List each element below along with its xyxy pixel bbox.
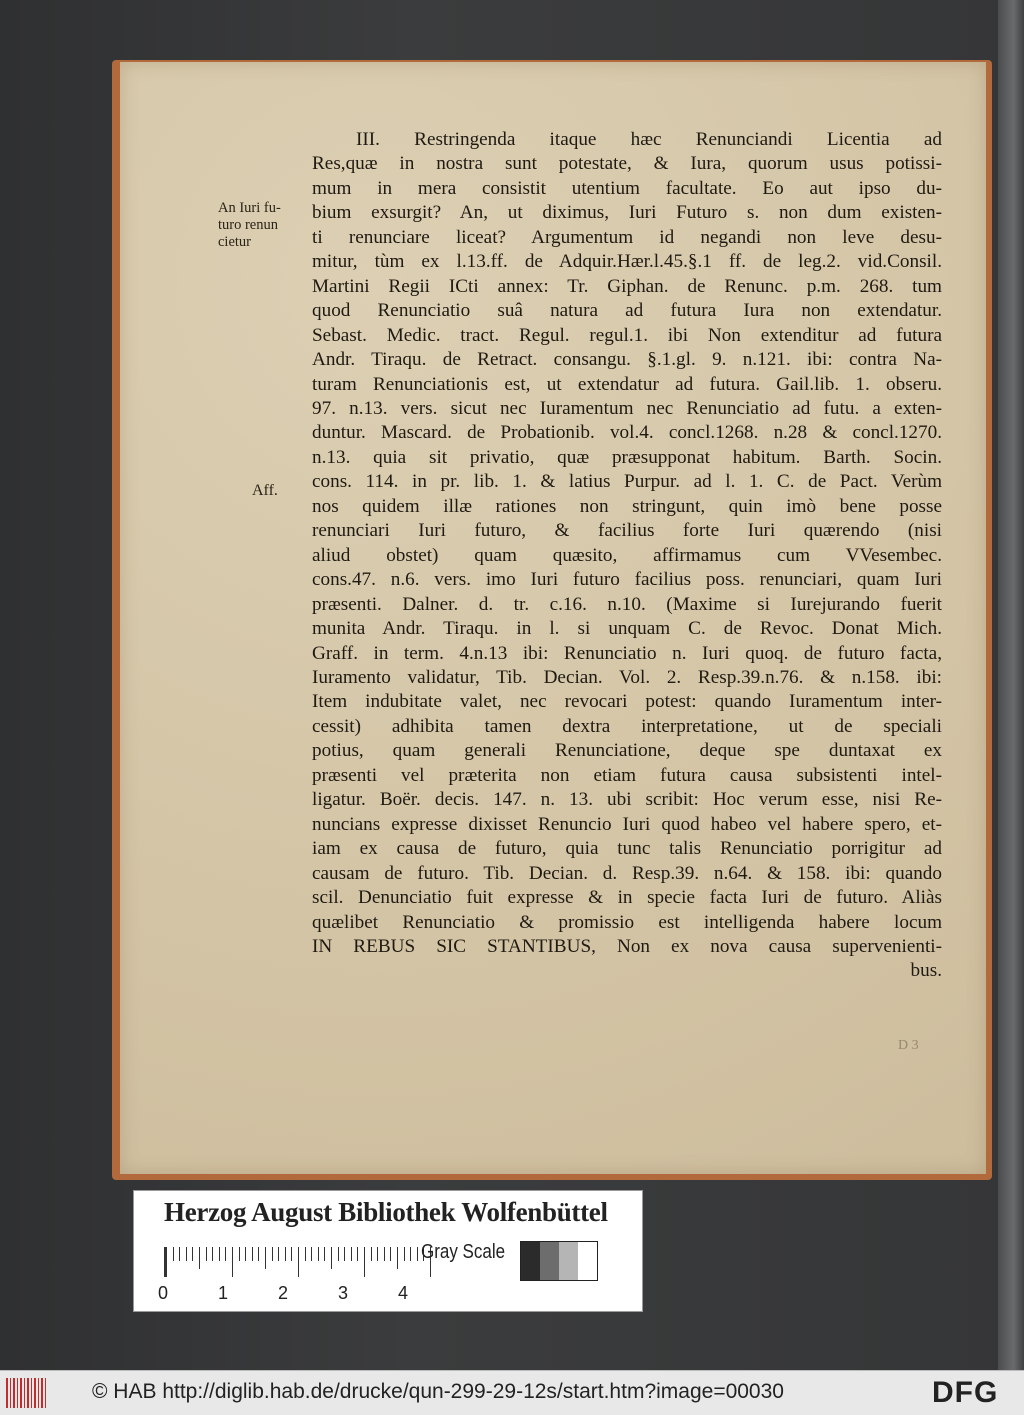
ruler-tick xyxy=(265,1247,266,1269)
ruler-tick xyxy=(324,1247,325,1261)
ruler-tick xyxy=(232,1247,233,1277)
ruler-number: 4 xyxy=(398,1283,409,1303)
text-line: n.13. quia sit privatio, quæ præsupponat habitum. Barth. Socin. xyxy=(312,446,942,468)
ruler-tick xyxy=(278,1247,279,1261)
ruler-tick xyxy=(344,1247,345,1261)
text-line: IN REBUS SIC STANTIBUS, Non ex nova causa supervenienti- xyxy=(312,935,942,957)
margin-note-line: cietur xyxy=(218,234,252,250)
text-line: bium exsurgit? An, ut diximus, Iuri Futuro s. non dum existen- xyxy=(312,202,942,224)
ruler-tick xyxy=(371,1247,372,1261)
ruler-tick xyxy=(206,1247,207,1261)
ruler-tick xyxy=(338,1247,339,1261)
text-line: potius, quam generali Renunciatione, deque spe duntaxat ex xyxy=(312,740,942,762)
text-line: cons.47. n.6. vers. imo Iuri futuro facilius poss. renunciari, quam Iuri xyxy=(312,569,942,591)
ruler-tick xyxy=(272,1247,273,1261)
margin-note-line: An Iuri fu- xyxy=(218,200,281,216)
text-line: Item indubitate valet, nec revocari potest: quando Iuramentum inter- xyxy=(312,691,942,713)
page-fold-edge xyxy=(998,0,1024,1370)
dfg-logo: DFG xyxy=(932,1376,999,1409)
ruler-tick xyxy=(225,1247,226,1261)
ruler-tick xyxy=(410,1247,411,1261)
text-line: mitur, tùm ex l.13.ff. de Adquir.Hær.l.45.§.1 ff. de leg.2. vid.Consil. xyxy=(312,251,942,273)
ruler-tick xyxy=(285,1247,286,1261)
text-line: scil. Denunciatio fuit expresse & in specie facta Iuri de futuro. Aliàs xyxy=(312,887,942,909)
text-line: bus. xyxy=(910,960,942,982)
ruler-tick xyxy=(331,1247,332,1269)
text-line: Sebast. Medic. tract. Regul. regul.1. ibi Non extenditur ad futura xyxy=(312,324,942,346)
text-line: ligatur. Boër. decis. 147. n. 13. ubi scribit: Hoc verum esse, nisi Re- xyxy=(312,789,942,811)
text-line: nuncians expresse dixisset Renuncio Iuri quod habeo vel habere spero, et- xyxy=(312,813,942,835)
ruler-tick xyxy=(311,1247,312,1261)
ruler-tick xyxy=(239,1247,240,1261)
text-line: cessit) adhibita tamen dextra interpretatione, ut de speciali xyxy=(312,715,942,737)
grayscale-swatch xyxy=(559,1242,578,1280)
ruler-tick xyxy=(199,1247,200,1269)
text-line: duntur. Mascard. de Probationib. vol.4. concl.1268. n.28 & concl.1270. xyxy=(312,422,942,444)
ruler-tick xyxy=(318,1247,319,1261)
margin-note xyxy=(218,200,308,251)
text-line: renunciari Iuri futuro, & facilius forte Iuri quærendo (nisi xyxy=(312,520,942,542)
ruler-tick xyxy=(390,1247,391,1261)
ruler-tick xyxy=(305,1247,306,1261)
grayscale-bar xyxy=(520,1241,598,1281)
ruler-tick xyxy=(417,1247,418,1261)
text-line: III. Restringenda itaque hæc Renunciandi Licentia ad xyxy=(356,129,942,150)
ruler-tick xyxy=(219,1247,220,1261)
ruler-number: 2 xyxy=(278,1283,289,1303)
ruler-tick xyxy=(252,1247,253,1261)
ruler-tick xyxy=(179,1247,180,1261)
footer-bar xyxy=(0,1370,1024,1415)
text-line: præsenti vel præterita non etiam futura causa subsistenti intel- xyxy=(312,764,942,786)
ruler-tick xyxy=(192,1247,193,1261)
ruler-number: 3 xyxy=(338,1283,349,1303)
text-line: Martini Regii ICti annex: Tr. Giphan. de Renunc. p.m. 268. tum xyxy=(312,275,942,297)
ruler-number: 1 xyxy=(218,1283,229,1303)
ruler-number: 0 xyxy=(158,1283,169,1303)
text-line: aliud obstet) quam quæsito, affirmamus cum VVesembec. xyxy=(312,544,942,566)
ruler-tick xyxy=(384,1247,385,1261)
text-line: Iuramento validatur, Tib. Decian. Vol. 2. Resp.39.n.76. & n.158. ibi: xyxy=(312,666,942,688)
text-line: mum in mera consistit utentium facultate. Eo aut ipso du- xyxy=(312,177,942,199)
library-name: Herzog August Bibliothek Wolfenbüttel xyxy=(164,1197,608,1227)
ruler-tick xyxy=(404,1247,405,1261)
ruler-tick xyxy=(291,1247,292,1261)
grayscale-swatch xyxy=(540,1242,559,1280)
ruler-tick xyxy=(166,1247,167,1277)
scale-ruler xyxy=(164,1247,436,1277)
text-line: quod Renunciatio suâ natura ad futura Iura non extendatur. xyxy=(312,300,942,322)
footer-copyright-link[interactable]: © HAB http://diglib.hab.de/drucke/qun-299-29-12s/start.htm?image=00030 xyxy=(92,1380,784,1403)
text-line: quælibet Renunciatio & promissio est intelligenda habere locum xyxy=(312,911,942,933)
ruler-tick xyxy=(357,1247,358,1261)
text-line: Andr. Tiraqu. de Retract. consangu. §.1.gl. 9. n.121. ibi: contra Na- xyxy=(312,349,942,371)
text-line: præsenti. Dalner. d. tr. c.16. n.10. (Maxime si Iurejurando fuerit xyxy=(312,593,942,615)
margin-aff: Aff. xyxy=(252,482,278,499)
text-line: iam ex causa de futuro, quia tunc talis Renunciatio porrigitur ad xyxy=(312,838,942,860)
barcode-icon xyxy=(6,1378,46,1408)
text-line: cons. 114. in pr. lib. 1. & latius Purpur. ad l. 1. C. de Pact. Verùm xyxy=(312,471,942,493)
text-line: nos quidem illæ rationes non stringunt, quin imò bene posse xyxy=(312,495,942,517)
text-line: munita Andr. Tiraqu. in l. si unquam C. de Revoc. Donat Mich. xyxy=(312,618,942,640)
ruler-tick xyxy=(258,1247,259,1261)
grayscale-swatch xyxy=(578,1242,597,1280)
ruler-tick xyxy=(212,1247,213,1261)
text-line: Graff. in term. 4.n.13 ibi: Renunciatio n. Iuri quoq. de futuro facta, xyxy=(312,642,942,664)
library-label-card xyxy=(133,1190,643,1312)
ruler-tick xyxy=(377,1247,378,1261)
grayscale-swatch xyxy=(521,1242,540,1280)
ruler-tick xyxy=(173,1247,174,1261)
body-text xyxy=(312,128,942,984)
ruler-tick xyxy=(298,1247,299,1277)
text-line: 97. n.13. vers. sicut nec Iuramentum nec Renunciatio ad futu. a exten- xyxy=(312,397,942,419)
ruler-tick xyxy=(351,1247,352,1261)
ruler-tick xyxy=(397,1247,398,1269)
ruler-tick xyxy=(186,1247,187,1261)
margin-note-line: turo renun xyxy=(218,217,278,233)
text-line: Res,quæ in nostra sunt potestate, & Iura, quorum usus potissi- xyxy=(312,153,942,175)
text-line: causam de futuro. Tib. Decian. d. Resp.39. n.64. & 158. ibi: quando xyxy=(312,862,942,884)
ruler-tick xyxy=(364,1247,365,1277)
text-line: ti renunciare liceat? Argumentum id negandi non leve desu- xyxy=(312,226,942,248)
grayscale-label: Gray Scale xyxy=(421,1241,506,1263)
text-line: turam Renunciationis est, ut extendatur ad futura. Gail.lib. 1. obseru. xyxy=(312,373,942,395)
page-signature: D 3 xyxy=(898,1038,919,1053)
ruler-tick xyxy=(245,1247,246,1261)
